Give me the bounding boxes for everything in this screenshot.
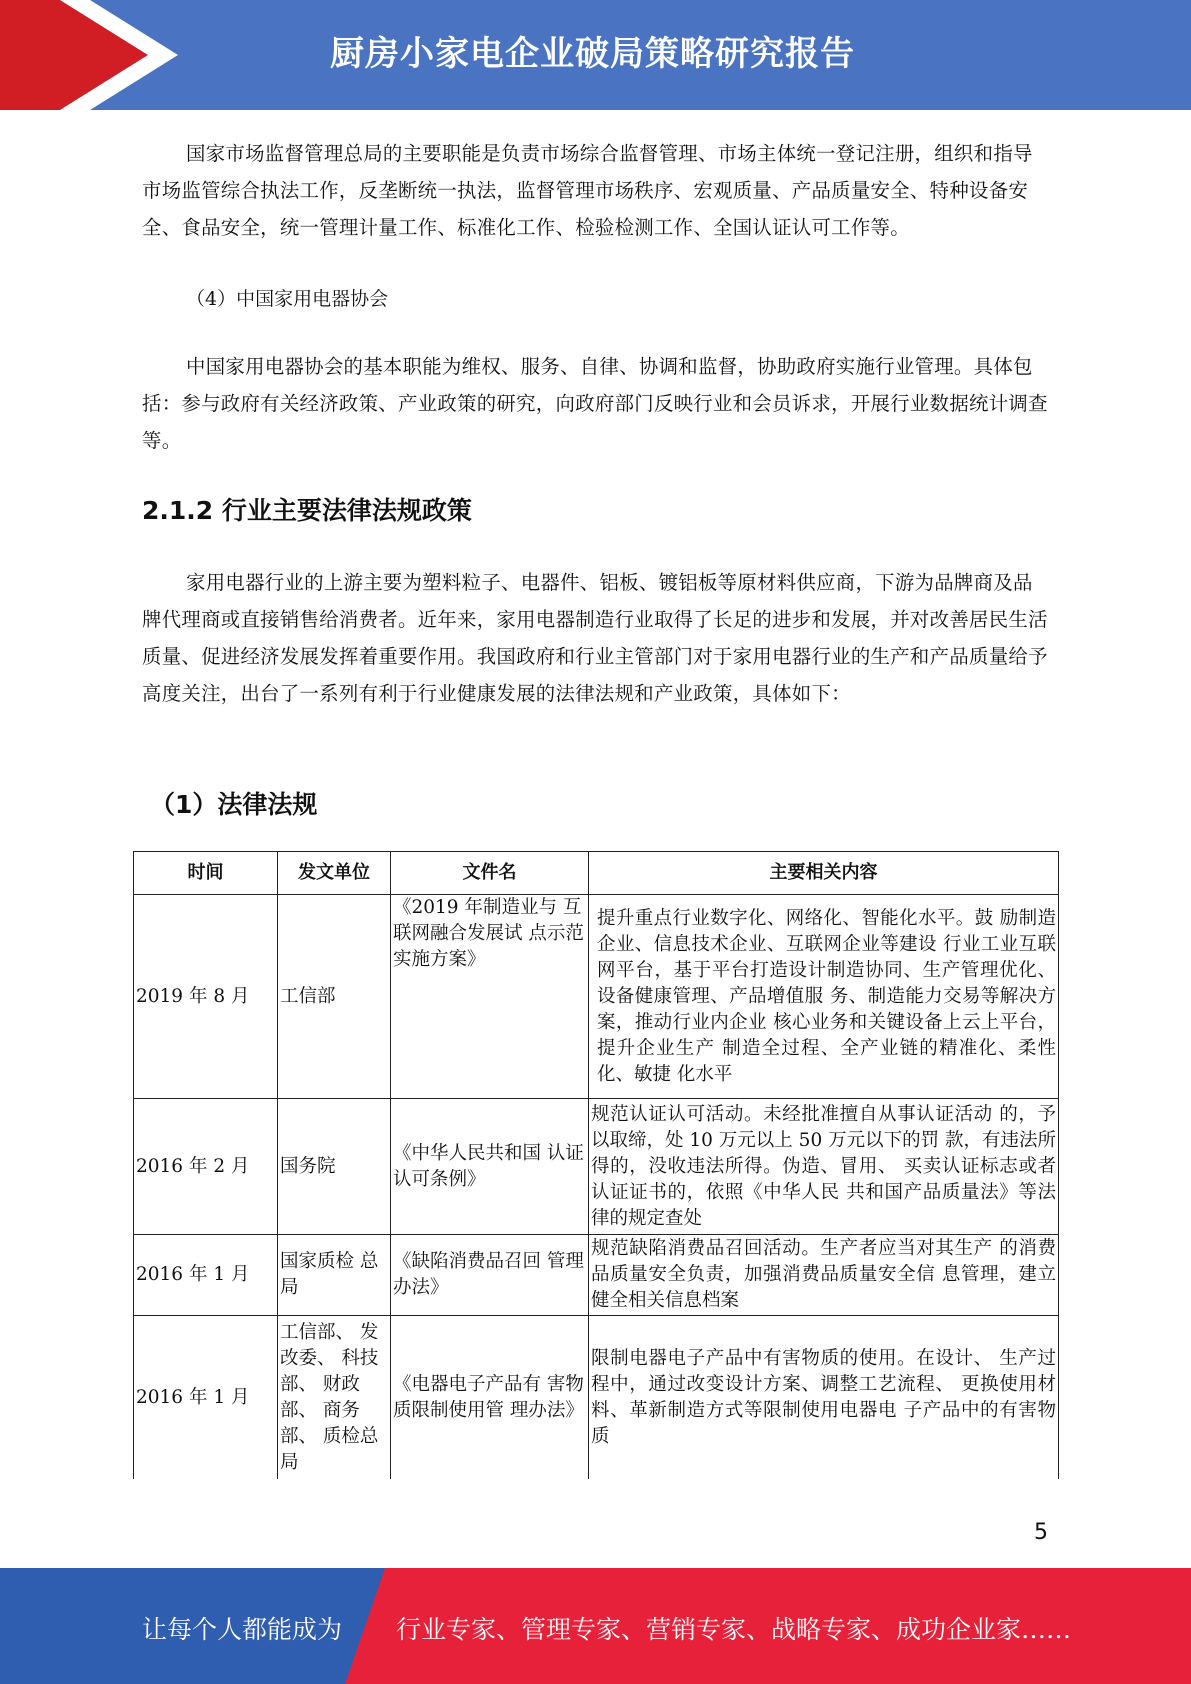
footer-banner [0, 1568, 1191, 1684]
paragraph-market-regulation: 国家市场监督管理总局的主要职能是负责市场综合监督管理、市场主体统一登记注册，组织和指导市场监管综合执法工作，反垄断统一执法，监督管理市场秩序、宏观质量、产品质量安全、特种设备安全、食品安全，统一管理计量工作、标准化工作、检验检测工作、全国认证认可工作等。 [142, 142, 1033, 239]
cell-issuer: 工信部、 发改委、 科技部、 财政部、 商务部、 质检总局 [278, 1316, 391, 1480]
report-title: 厨房小家电企业破局策略研究报告 [330, 34, 855, 74]
table-row [134, 1235, 1059, 1316]
cell-content: 限制电器电子产品中有害物质的使用。在设计、 生产过程中，通过改变设计方案、调整工艺流程、 更换使用材料、革新制造方式等限制使用电器电 子产品中的有害物质 [589, 1316, 1059, 1480]
table-header-row [134, 852, 1059, 895]
cell-document: 《电器电子产品有 害物质限制使用管 理办法》 [391, 1316, 589, 1480]
header-content: 主要相关内容 [589, 852, 1059, 895]
law-heading: （1）法律法规 [150, 790, 318, 819]
cell-time: 2016 年 1 月 [134, 1235, 278, 1316]
cell-time: 2016 年 2 月 [134, 1099, 278, 1235]
cell-document: 《缺陷消费品召回 管理办法》 [391, 1235, 589, 1316]
table-row [134, 895, 1059, 1099]
laws-table [133, 851, 1059, 1479]
paragraph-association-duties: 中国家用电器协会的基本职能为维权、服务、自律、协调和监督，协助政府实施行业管理。具体包括：参与政府有关经济政策、产业政策的研究，向政府部门反映行业和会员诉求，开展行业数据统计调查等。 [142, 355, 1048, 452]
paragraph-industry-overview: 家用电器行业的上游主要为塑料粒子、电器件、铝板、镀铝板等原材料供应商，下游为品牌商及品牌代理商或直接销售给消费者。近年来，家用电器制造行业取得了长足的进步和发展，并对改善居民生活质量、促进经济发展发挥着重要作用。我国政府和行业主管部门对于家用电器行业的生产和产品质量给予高度关注，出台了一系列有利于行业健康发展的法律法规和产业政策，具体如下： [142, 571, 1048, 705]
table-row [134, 1316, 1059, 1480]
footer-slogan-right: 行业专家、管理专家、营销专家、战略专家、成功企业家…… [396, 1615, 1072, 1644]
subheading-home-appliance-association: （4）中国家用电器协会 [186, 288, 389, 310]
header-time: 时间 [134, 852, 278, 895]
header-issuer: 发文单位 [278, 852, 391, 895]
cell-issuer: 国家质检 总局 [278, 1235, 391, 1316]
cell-content: 提升重点行业数字化、网络化、智能化水平。鼓 励制造企业、信息技术企业、互联网企业等建设 行业工业互联网平台，基于平台打造设计制造协同、生产管理优化、设备健康管理、产品增值服 务、制造能力交易等解决方案，推动行业内企业 核心业务和关键设备上云上平台，提升企业生产 制造全过程、全产业链的精准化、柔性化、敏捷 化水平 [589, 895, 1059, 1099]
header-document: 文件名 [391, 852, 589, 895]
section-heading: 2.1.2 行业主要法律法规政策 [142, 496, 472, 525]
table-row [134, 1099, 1059, 1235]
cell-document: 《2019 年制造业与 互联网融合发展试 点示范实施方案》 [391, 895, 589, 1099]
cell-issuer: 国务院 [278, 1099, 391, 1235]
cell-document: 《中华人民共和国 认证认可条例》 [391, 1099, 589, 1235]
cell-issuer: 工信部 [278, 895, 391, 1099]
cell-content: 规范缺陷消费品召回活动。生产者应当对其生产 的消费品质量安全负责，加强消费品质量安全信 息管理，建立健全相关信息档案 [589, 1235, 1059, 1316]
cell-time: 2019 年 8 月 [134, 895, 278, 1099]
cell-content: 规范认证认可活动。未经批准擅自从事认证活动 的，予以取缔，处 10 万元以上 50 万元以下的罚 款，有违法所得的，没收违法所得。伪造、冒用、 买卖认证标志或者认证证书的，依照《中华人民 共和国产品质量法》等法律的规定查处 [589, 1099, 1059, 1235]
cell-time: 2016 年 1 月 [134, 1316, 278, 1480]
footer-slogan-left: 让每个人都能成为 [142, 1615, 343, 1644]
header-banner [0, 0, 1191, 110]
page-number: 5 [1034, 1520, 1048, 1545]
